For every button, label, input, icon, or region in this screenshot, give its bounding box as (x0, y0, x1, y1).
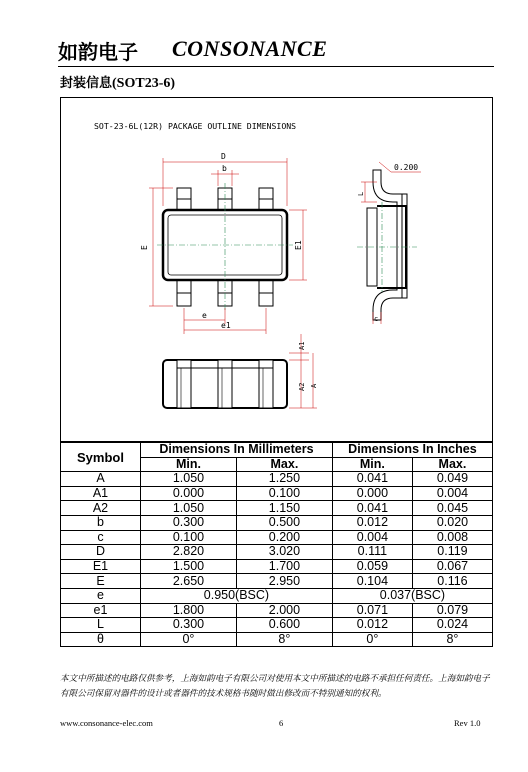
cell-mm-min: 1.800 (141, 603, 237, 618)
table-row (61, 515, 493, 530)
label-b: b (222, 164, 227, 173)
cell-in-max: 0.008 (412, 530, 492, 545)
label-e1: e1 (221, 321, 231, 330)
brand-name-chinese: 如韵电子 (58, 40, 138, 64)
cell-in-max: 0.045 (412, 501, 492, 516)
label-E: E (140, 245, 149, 250)
table-row (61, 486, 493, 501)
cell-mm-min: 0.000 (141, 486, 237, 501)
cell-in-max: 0.116 (412, 574, 492, 589)
label-L: L (357, 191, 365, 196)
label-A2: A2 (298, 382, 306, 391)
cell-symbol: c (61, 530, 141, 545)
table-row (61, 559, 493, 574)
cell-mm-min: 0.100 (141, 530, 237, 545)
cell-in-max: 0.119 (412, 545, 492, 560)
label-E1: E1 (294, 240, 303, 250)
cell-mm-min: 0.300 (141, 618, 237, 633)
drawing-title: SOT-23-6L(12R) PACKAGE OUTLINE DIMENSIONS (94, 121, 297, 131)
cell-mm-max: 1.250 (236, 472, 332, 487)
cell-symbol: E (61, 574, 141, 589)
disclaimer-text: 本文中所描述的电路仅供参考，上海如韵电子有限公司对使用本文中所描述的电路不承担任何责任。上海如韵电子有限公司保留对器件的设计或者器件的技术规格书随时做出修改而不特别通知的权利。 (60, 674, 490, 699)
header-divider (58, 66, 494, 67)
cell-mm-min: 0° (141, 632, 237, 647)
cell-in-max: 8° (412, 632, 492, 647)
cell-mm-max: 0.600 (236, 618, 332, 633)
cell-symbol: e (61, 588, 141, 603)
cell-symbol: b (61, 515, 141, 530)
cell-mm-min: 1.500 (141, 559, 237, 574)
cell-mm-max: 8° (236, 632, 332, 647)
cell-symbol: A (61, 472, 141, 487)
cell-in-min: 0.012 (332, 515, 412, 530)
cell-symbol: e1 (61, 603, 141, 618)
cell-mm-max: 1.700 (236, 559, 332, 574)
cell-symbol: A1 (61, 486, 141, 501)
table-row (61, 501, 493, 516)
header-mm-max: Max. (236, 457, 332, 472)
table-row (61, 618, 493, 633)
label-A: A (310, 383, 318, 388)
page-header (58, 34, 494, 66)
cell-in-min: 0.004 (332, 530, 412, 545)
cell-in-min: 0.041 (332, 501, 412, 516)
table-row (61, 545, 493, 560)
cell-in-bsc: 0.037(BSC) (332, 588, 492, 603)
cell-mm-bsc: 0.950(BSC) (141, 588, 333, 603)
header-mm-min: Min. (141, 457, 237, 472)
label-0200: 0.200 (394, 163, 419, 172)
cell-in-min: 0.012 (332, 618, 412, 633)
section-title-en: (SOT23-6) (112, 76, 176, 91)
cell-in-max: 0.020 (412, 515, 492, 530)
table-row (61, 472, 493, 487)
cell-in-min: 0.111 (332, 545, 412, 560)
dimensions-table (60, 442, 493, 647)
cell-symbol: θ (61, 632, 141, 647)
cell-in-max: 0.024 (412, 618, 492, 633)
table-row (61, 530, 493, 545)
cell-mm-min: 2.650 (141, 574, 237, 589)
header-inches: Dimensions In Inches (332, 443, 492, 458)
cell-mm-min: 1.050 (141, 472, 237, 487)
cell-mm-min: 2.820 (141, 545, 237, 560)
footer-page-number: 6 (279, 718, 284, 728)
cell-mm-min: 0.300 (141, 515, 237, 530)
cell-symbol: D (61, 545, 141, 560)
label-e: e (202, 311, 207, 320)
cell-symbol: L (61, 618, 141, 633)
section-title-cn: 封装信息 (60, 76, 113, 91)
cell-mm-min: 1.050 (141, 501, 237, 516)
label-D: D (221, 152, 226, 161)
side-view (357, 162, 421, 324)
label-c: c (374, 315, 379, 323)
cell-symbol: A2 (61, 501, 141, 516)
footer-website: www.consonance-elec.com (60, 718, 153, 728)
footer-revision: Rev 1.0 (454, 718, 481, 728)
cell-mm-max: 0.200 (236, 530, 332, 545)
header-symbol: Symbol (61, 443, 141, 472)
cell-in-min: 0.104 (332, 574, 412, 589)
package-outline-drawing (60, 97, 493, 442)
top-view (140, 152, 307, 334)
cell-in-max: 0.079 (412, 603, 492, 618)
front-view (163, 334, 318, 408)
table-row (61, 588, 493, 603)
cell-mm-max: 2.950 (236, 574, 332, 589)
label-A1: A1 (298, 341, 306, 350)
section-title (60, 72, 175, 92)
cell-symbol: E1 (61, 559, 141, 574)
cell-in-max: 0.049 (412, 472, 492, 487)
cell-in-min: 0° (332, 632, 412, 647)
cell-mm-max: 1.150 (236, 501, 332, 516)
cell-in-max: 0.067 (412, 559, 492, 574)
header-in-min: Min. (332, 457, 412, 472)
cell-mm-max: 0.100 (236, 486, 332, 501)
header-millimeters: Dimensions In Millimeters (141, 443, 333, 458)
table-row (61, 632, 493, 647)
cell-mm-max: 3.020 (236, 545, 332, 560)
brand-name-english: CONSONANCE (172, 36, 328, 61)
table-row (61, 603, 493, 618)
cell-mm-max: 0.500 (236, 515, 332, 530)
cell-in-min: 0.059 (332, 559, 412, 574)
cell-in-max: 0.004 (412, 486, 492, 501)
cell-mm-max: 2.000 (236, 603, 332, 618)
package-outline-svg (61, 98, 492, 441)
cell-in-min: 0.000 (332, 486, 412, 501)
table-row (61, 574, 493, 589)
cell-in-min: 0.041 (332, 472, 412, 487)
cell-in-min: 0.071 (332, 603, 412, 618)
header-in-max: Max. (412, 457, 492, 472)
